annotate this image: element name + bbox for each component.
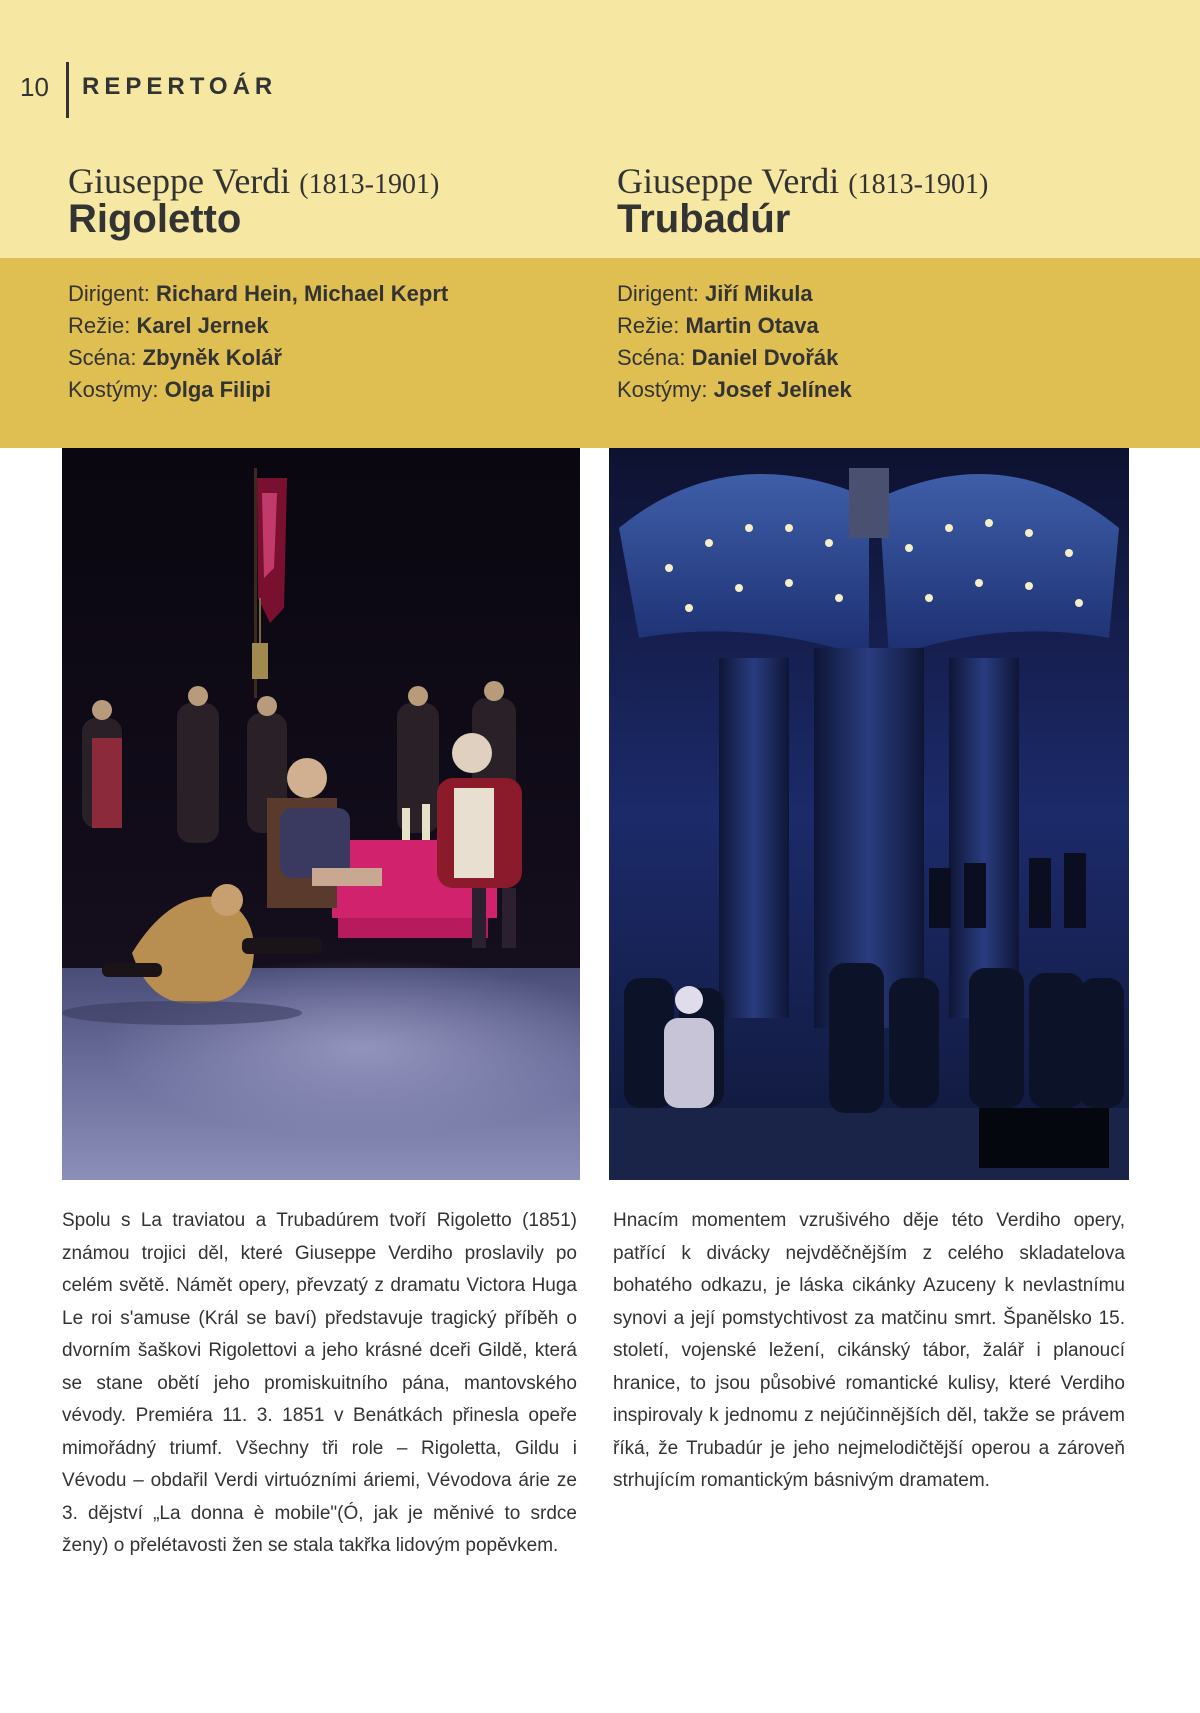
credit-role: Dirigent: [617, 281, 699, 306]
credit-role: Kostýmy: [68, 377, 159, 402]
composer-dates: (1813-1901) [299, 169, 440, 200]
credit-name: Zbyněk Kolář [142, 345, 282, 370]
credit-role: Režie: [617, 313, 680, 338]
composer-heading-left [68, 160, 439, 202]
credit-director [617, 310, 852, 342]
credits-left [68, 278, 448, 406]
credit-role: Dirigent: [68, 281, 150, 306]
credit-role: Scéna: [617, 345, 686, 370]
section-title: REPERTOÁR [82, 73, 278, 100]
credit-role: Scéna: [68, 345, 137, 370]
credit-name: Martin Otava [685, 313, 819, 338]
credit-costumes [68, 374, 448, 406]
rigoletto-description: Spolu s La traviatou a Trubadúrem tvoří Rigoletto (1851) známou trojici děl, které Giuseppe Verdiho proslavily po celém světě. Námět opery, převzatý z dramatu Victora Huga Le roi s'amuse (Král se baví) představuje tragický příběh o dvorním šaškovi Rigolettovi a jeho krásné dceři Gildě, která se stane obětí jeho promiskuitního pána, mantovského vévody. Premiéra 11. 3. 1851 v Benátkách přinesla opeře mimořádný triumf. Všechny tři role – Rigoletta, Gildu i Vévodu – obdařil Verdi virtuózními áriemi, Vévodova árie ze 3. dějství „La donna è mobile"(Ó, jak je měnivé to srdce ženy) o přelétavosti žen se stala takřka lidovým popěvkem. [62, 1210, 577, 1556]
header-divider [66, 62, 69, 118]
credit-costumes [617, 374, 852, 406]
opera-title-right: Trubadúr [617, 197, 791, 241]
rigoletto-photo-illustration [62, 448, 580, 1180]
credit-name: Olga Filipi [164, 377, 271, 402]
composer-name: Giuseppe Verdi [68, 161, 291, 201]
credit-name: Jiří Mikula [705, 281, 813, 306]
credit-role: Kostýmy: [617, 377, 708, 402]
rigoletto-stage-photo [62, 448, 580, 1180]
credit-scenery [68, 342, 448, 374]
credit-role: Režie: [68, 313, 131, 338]
opera-title-left: Rigoletto [68, 197, 242, 241]
credit-name: Josef Jelínek [713, 377, 852, 402]
trubadur-photo-illustration [609, 448, 1129, 1180]
credit-director [68, 310, 448, 342]
trubadur-stage-photo [609, 448, 1129, 1180]
credit-scenery [617, 342, 852, 374]
credit-name: Richard Hein, Michael Keprt [156, 281, 449, 306]
composer-dates: (1813-1901) [848, 169, 989, 200]
composer-heading-right [617, 160, 988, 202]
credit-conductor [617, 278, 852, 310]
trubadur-description: Hnacím momentem vzrušivého děje této Verdiho opery, patřící k divácky nejvděčnějším z celého skladatelova bohatého odkazu, je láska cikánky Azuceny k nevlastnímu synovi a její pomstychtivost za matčinu smrt. Španělsko 15. století, vojenské ležení, cikánský tábor, žalář i planoucí hranice, to jsou působivé romantické kulisy, které Verdiho inspirovaly k jednomu z nejúčinnějších děl, takže se právem říká, že Trubadúr je jeho nejmelodičtější operou a zároveň strhujícím romantickým básnivým dramatem. [613, 1210, 1125, 1491]
credit-conductor [68, 278, 448, 310]
composer-name: Giuseppe Verdi [617, 161, 840, 201]
credit-name: Daniel Dvořák [691, 345, 839, 370]
page-number: 10 [20, 72, 49, 102]
credit-name: Karel Jernek [136, 313, 269, 338]
credits-right [617, 278, 852, 406]
